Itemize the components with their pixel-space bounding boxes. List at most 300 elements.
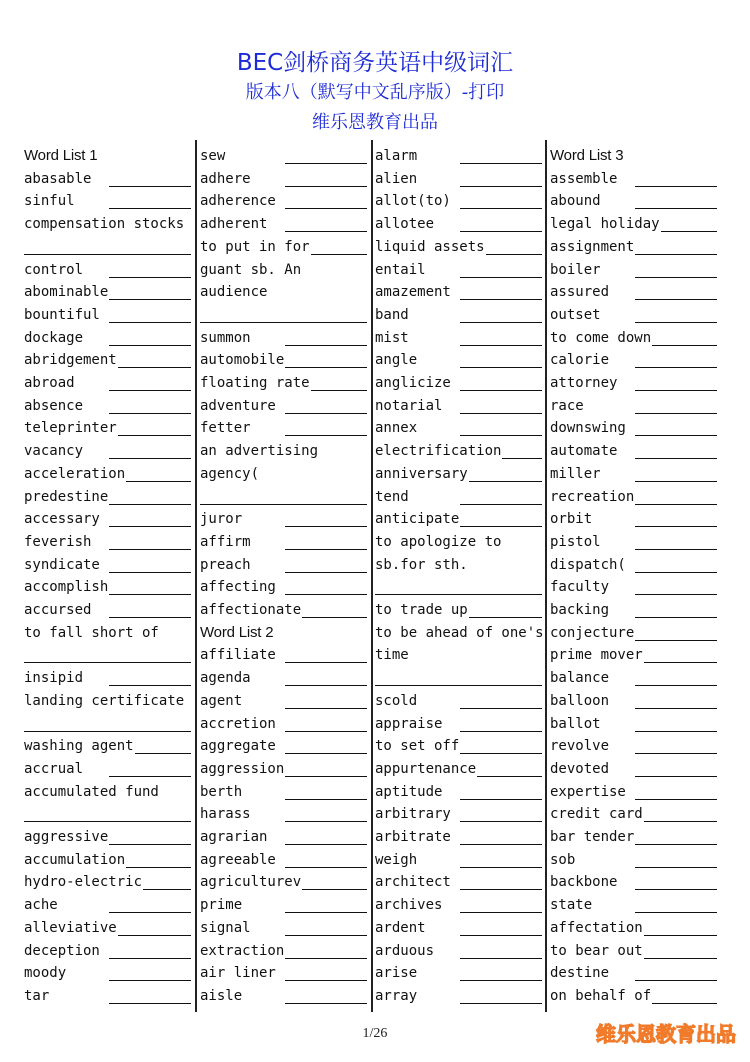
word-text: assignment: [550, 238, 635, 255]
word-text: boiler: [550, 261, 601, 278]
word-text: backing: [550, 602, 610, 618]
fill-in-blank: [109, 935, 191, 936]
word-text: prime mover: [550, 647, 643, 664]
fill-in-blank: [460, 958, 542, 959]
word-entry: [24, 486, 191, 508]
word-text: agrarian: [200, 829, 268, 845]
word-text: appraise: [375, 715, 443, 732]
word-text: compensation stocks: [24, 216, 185, 233]
word-text: affectionate: [200, 602, 302, 618]
word-entry: [375, 304, 542, 326]
fill-in-blank: [109, 912, 191, 913]
word-entry: [24, 690, 191, 712]
fill-in-blank: [285, 708, 367, 709]
word-text: sew: [200, 148, 226, 164]
fill-in-blank: [635, 572, 717, 573]
word-text: abroad: [24, 375, 75, 391]
fill-in-blank: [460, 481, 542, 482]
word-entry: [550, 372, 717, 394]
word-entry: [375, 531, 542, 553]
word-entry: [200, 372, 367, 394]
word-entry: [200, 599, 367, 621]
word-text: extraction: [200, 942, 285, 959]
fill-in-blank: [635, 708, 717, 709]
word-text: state: [550, 897, 593, 914]
word-entry: [24, 781, 191, 803]
fill-in-blank: [635, 617, 717, 618]
word-text: abound: [550, 193, 601, 210]
word-entry: [200, 667, 367, 689]
word-entry: [24, 758, 191, 780]
fill-in-blank: [375, 685, 542, 686]
word-text: summon: [200, 329, 251, 346]
word-entry: [24, 349, 191, 371]
word-entry: [200, 395, 367, 417]
word-text: arduous: [375, 942, 435, 959]
word-entry: [375, 894, 542, 916]
word-entry: [375, 826, 542, 848]
word-text: aggression: [200, 760, 285, 777]
word-text: archives: [375, 897, 443, 914]
word-entry: [375, 349, 542, 371]
column-4: [550, 140, 717, 1012]
watermark-logo: 维乐恩教育出品: [596, 1022, 736, 1046]
fill-in-blank: [109, 504, 191, 505]
heading-label: Word List 3: [550, 147, 624, 164]
answer-blank-line: [200, 304, 367, 326]
word-text: washing agent: [24, 738, 134, 755]
word-text: assemble: [550, 170, 618, 187]
word-text: alleviative: [24, 919, 117, 936]
word-text: assured: [550, 284, 610, 301]
fill-in-blank: [460, 617, 542, 618]
page-number: 1/26: [362, 1026, 388, 1041]
fill-in-blank: [460, 708, 542, 709]
fill-in-blank: [285, 980, 367, 981]
fill-in-blank: [375, 594, 542, 595]
word-entry: [200, 213, 367, 235]
word-entry: [550, 327, 717, 349]
fill-in-blank: [285, 345, 367, 346]
fill-in-blank: [635, 980, 717, 981]
fill-in-blank: [460, 980, 542, 981]
fill-in-blank: [109, 685, 191, 686]
word-text: affecting: [200, 579, 276, 596]
word-text: affectation: [550, 919, 643, 936]
word-text: downswing: [550, 420, 626, 437]
word-text: aptitude: [375, 783, 443, 800]
answer-blank-line: [375, 576, 542, 598]
word-text: ache: [24, 897, 58, 914]
fill-in-blank: [109, 958, 191, 959]
word-text: arise: [375, 965, 418, 982]
word-entry: [24, 463, 191, 485]
word-text: attorney: [550, 375, 618, 391]
word-text: agency(: [200, 465, 260, 482]
word-text: mist: [375, 329, 409, 346]
publisher-line: 维乐恩教育出品: [312, 112, 438, 133]
fill-in-blank: [460, 231, 542, 232]
word-text: to come down: [550, 329, 652, 346]
fill-in-blank: [635, 640, 717, 641]
word-text: alarm: [375, 148, 418, 164]
word-text: adhere: [200, 170, 251, 187]
column-divider: [371, 140, 373, 1012]
word-text: moody: [24, 965, 67, 982]
fill-in-blank: [109, 1003, 191, 1004]
word-entry: [550, 644, 717, 666]
fill-in-blank: [285, 163, 367, 164]
word-entry: [375, 236, 542, 258]
word-entry: [375, 985, 542, 1007]
word-entry: [550, 871, 717, 893]
word-entry: [550, 168, 717, 190]
word-text: devoted: [550, 760, 610, 777]
word-text: to bear out: [550, 942, 643, 959]
fill-in-blank: [24, 662, 191, 663]
word-text: accretion: [200, 715, 276, 732]
word-entry: [200, 554, 367, 576]
fill-in-blank: [635, 799, 717, 800]
word-text: to apologize to: [375, 533, 502, 550]
word-entry: [24, 735, 191, 757]
word-entry: [550, 259, 717, 281]
word-entry: [550, 735, 717, 757]
fill-in-blank: [635, 549, 717, 550]
word-entry: [24, 508, 191, 530]
fill-in-blank: [285, 208, 367, 209]
fill-in-blank: [109, 435, 191, 436]
word-entry: [24, 395, 191, 417]
word-entry: [375, 871, 542, 893]
fill-in-blank: [109, 367, 191, 368]
fill-in-blank: [285, 413, 367, 414]
word-text: amazement: [375, 284, 451, 301]
word-entry: [550, 803, 717, 825]
word-entry: [375, 554, 542, 576]
fill-in-blank: [285, 821, 367, 822]
word-entry: [550, 781, 717, 803]
fill-in-blank: [109, 413, 191, 414]
word-entry: [24, 894, 191, 916]
word-entry: [200, 849, 367, 871]
fill-in-blank: [635, 322, 717, 323]
fill-in-blank: [460, 413, 542, 414]
word-entry: [375, 281, 542, 303]
word-text: time: [375, 647, 409, 664]
column-3: [375, 140, 542, 1012]
word-list-heading: [200, 622, 367, 644]
word-entry: [24, 259, 191, 281]
fill-in-blank: [285, 662, 367, 663]
fill-in-blank: [109, 299, 191, 300]
word-text: miller: [550, 465, 601, 482]
column-divider: [545, 140, 547, 1012]
fill-in-blank: [635, 662, 717, 663]
answer-blank-line: [24, 644, 191, 666]
fill-in-blank: [635, 753, 717, 754]
word-text: balloon: [550, 692, 610, 709]
fill-in-blank: [285, 799, 367, 800]
word-entry: [375, 962, 542, 984]
word-text: agent: [200, 692, 243, 709]
word-entry: [550, 713, 717, 735]
fill-in-blank: [285, 867, 367, 868]
word-text: adherence: [200, 193, 276, 210]
word-entry: [550, 576, 717, 598]
answer-blank-line: [24, 713, 191, 735]
word-entry: [200, 713, 367, 735]
word-entry: [550, 531, 717, 553]
word-text: sinful: [24, 193, 75, 210]
answer-blank-line: [200, 486, 367, 508]
word-text: bar tender: [550, 829, 635, 845]
word-entry: [550, 599, 717, 621]
word-text: anticipate: [375, 511, 460, 528]
fill-in-blank: [285, 935, 367, 936]
word-entry: [375, 327, 542, 349]
fill-in-blank: [285, 594, 367, 595]
word-entry: [200, 735, 367, 757]
fill-in-blank: [285, 1003, 367, 1004]
fill-in-blank: [285, 844, 367, 845]
word-text: destine: [550, 965, 610, 982]
fill-in-blank: [460, 799, 542, 800]
fill-in-blank: [285, 367, 367, 368]
fill-in-blank: [460, 844, 542, 845]
fill-in-blank: [285, 435, 367, 436]
fill-in-blank: [460, 435, 542, 436]
word-entry: [550, 826, 717, 848]
fill-in-blank: [635, 889, 717, 890]
word-entry: [24, 940, 191, 962]
word-text: abridgement: [24, 352, 117, 369]
word-entry: [200, 871, 367, 893]
fill-in-blank: [109, 390, 191, 391]
word-text: sob: [550, 851, 576, 868]
fill-in-blank: [460, 186, 542, 187]
word-entry: [550, 985, 717, 1007]
word-entry: [24, 871, 191, 893]
fill-in-blank: [460, 345, 542, 346]
fill-in-blank: [285, 958, 367, 959]
word-text: array: [375, 987, 418, 1004]
word-list-heading: [24, 145, 191, 167]
fill-in-blank: [635, 435, 717, 436]
word-text: syndicate: [24, 556, 100, 573]
fill-in-blank: [460, 935, 542, 936]
word-text: accomplish: [24, 579, 109, 596]
word-entry: [550, 463, 717, 485]
fill-in-blank: [460, 821, 542, 822]
word-text: to set off: [375, 738, 460, 755]
word-entry: [200, 576, 367, 598]
word-entry: [24, 962, 191, 984]
word-text: alien: [375, 170, 418, 187]
word-text: abasable: [24, 170, 92, 187]
word-entry: [200, 327, 367, 349]
word-text: accessary: [24, 511, 100, 528]
fill-in-blank: [200, 504, 367, 505]
fill-in-blank: [24, 731, 191, 732]
word-entry: [24, 826, 191, 848]
word-text: revolve: [550, 738, 610, 755]
word-text: aisle: [200, 987, 243, 1004]
word-entry: [375, 803, 542, 825]
fill-in-blank: [109, 617, 191, 618]
word-entry: [200, 644, 367, 666]
word-text: fetter: [200, 420, 251, 437]
answer-blank-line: [375, 667, 542, 689]
word-text: backbone: [550, 874, 618, 891]
word-entry: [550, 917, 717, 939]
word-text: air liner: [200, 965, 276, 982]
word-text: allot(to): [375, 193, 451, 210]
word-text: dispatch(: [550, 556, 626, 573]
fill-in-blank: [109, 594, 191, 595]
fill-in-blank: [109, 572, 191, 573]
word-entry: [375, 168, 542, 190]
word-entry: [375, 259, 542, 281]
word-text: berth: [200, 783, 243, 800]
word-entry: [24, 917, 191, 939]
word-text: weigh: [375, 851, 418, 868]
word-text: teleprinter: [24, 420, 117, 437]
fill-in-blank: [460, 299, 542, 300]
word-entry: [200, 531, 367, 553]
fill-in-blank: [635, 208, 717, 209]
word-text: affirm: [200, 533, 251, 550]
fill-in-blank: [460, 753, 542, 754]
word-entry: [375, 690, 542, 712]
fill-in-blank: [635, 844, 717, 845]
word-list-heading: [550, 145, 717, 167]
word-entry: [375, 395, 542, 417]
word-entry: [550, 486, 717, 508]
word-text: aggregate: [200, 738, 276, 755]
fill-in-blank: [460, 367, 542, 368]
word-text: audience: [200, 284, 268, 301]
fill-in-blank: [635, 526, 717, 527]
word-text: abominable: [24, 284, 109, 301]
word-entry: [200, 440, 367, 462]
word-text: faculty: [550, 579, 610, 596]
word-entry: [24, 372, 191, 394]
fill-in-blank: [635, 867, 717, 868]
fill-in-blank: [109, 844, 191, 845]
word-text: on behalf of: [550, 987, 652, 1004]
word-entry: [200, 417, 367, 439]
word-text: credit card: [550, 806, 643, 823]
word-entry: [375, 758, 542, 780]
word-text: electrification: [375, 443, 502, 460]
word-text: acceleration: [24, 465, 126, 482]
word-text: appurtenance: [375, 760, 477, 777]
fill-in-blank: [109, 526, 191, 527]
fill-in-blank: [460, 322, 542, 323]
word-text: harass: [200, 806, 251, 823]
fill-in-blank: [635, 390, 717, 391]
word-text: accrual: [24, 760, 84, 777]
word-entry: [375, 463, 542, 485]
column-divider: [195, 140, 197, 1012]
answer-blank-line: [24, 236, 191, 258]
word-entry: [375, 849, 542, 871]
word-entry: [375, 213, 542, 235]
fill-in-blank: [460, 912, 542, 913]
fill-in-blank: [285, 526, 367, 527]
word-entry: [200, 508, 367, 530]
word-text: automate: [550, 443, 618, 460]
fill-in-blank: [635, 594, 717, 595]
word-text: legal holiday: [550, 216, 660, 233]
word-entry: [375, 622, 542, 644]
word-entry: [550, 190, 717, 212]
word-text: entail: [375, 261, 426, 278]
fill-in-blank: [460, 867, 542, 868]
word-text: scold: [375, 692, 418, 709]
word-entry: [24, 213, 191, 235]
word-entry: [550, 940, 717, 962]
word-text: signal: [200, 919, 251, 936]
word-list-columns: [24, 140, 724, 1012]
fill-in-blank: [635, 299, 717, 300]
word-entry: [375, 735, 542, 757]
document-subtitle: 版本八（默写中文乱序版）-打印: [245, 82, 505, 103]
word-entry: [200, 803, 367, 825]
word-entry: [24, 849, 191, 871]
word-text: agreeable: [200, 851, 276, 868]
fill-in-blank: [109, 980, 191, 981]
fill-in-blank: [460, 277, 542, 278]
word-entry: [24, 440, 191, 462]
word-text: anniversary: [375, 465, 468, 482]
word-entry: [24, 417, 191, 439]
fill-in-blank: [285, 753, 367, 754]
word-entry: [200, 781, 367, 803]
fill-in-blank: [460, 504, 542, 505]
word-entry: [200, 826, 367, 848]
fill-in-blank: [635, 685, 717, 686]
fill-in-blank: [109, 458, 191, 459]
word-text: tend: [375, 488, 409, 505]
word-text: arbitrate: [375, 829, 451, 845]
word-entry: [200, 758, 367, 780]
fill-in-blank: [460, 1003, 542, 1004]
word-text: juror: [200, 511, 243, 528]
column-2: [200, 140, 367, 1012]
word-text: predestine: [24, 488, 109, 505]
word-entry: [24, 622, 191, 644]
word-entry: [550, 667, 717, 689]
word-text: to trade up: [375, 602, 468, 618]
word-entry: [375, 713, 542, 735]
word-text: recreation: [550, 488, 635, 505]
word-text: allotee: [375, 216, 435, 233]
word-entry: [550, 281, 717, 303]
word-text: ardent: [375, 919, 426, 936]
word-text: an advertising: [200, 443, 319, 460]
word-entry: [550, 690, 717, 712]
word-entry: [550, 349, 717, 371]
fill-in-blank: [635, 504, 717, 505]
word-entry: [200, 236, 367, 258]
word-entry: [200, 940, 367, 962]
heading-label: Word List 2: [200, 623, 274, 641]
word-entry: [550, 304, 717, 326]
word-entry: [200, 168, 367, 190]
word-text: floating rate: [200, 375, 310, 391]
